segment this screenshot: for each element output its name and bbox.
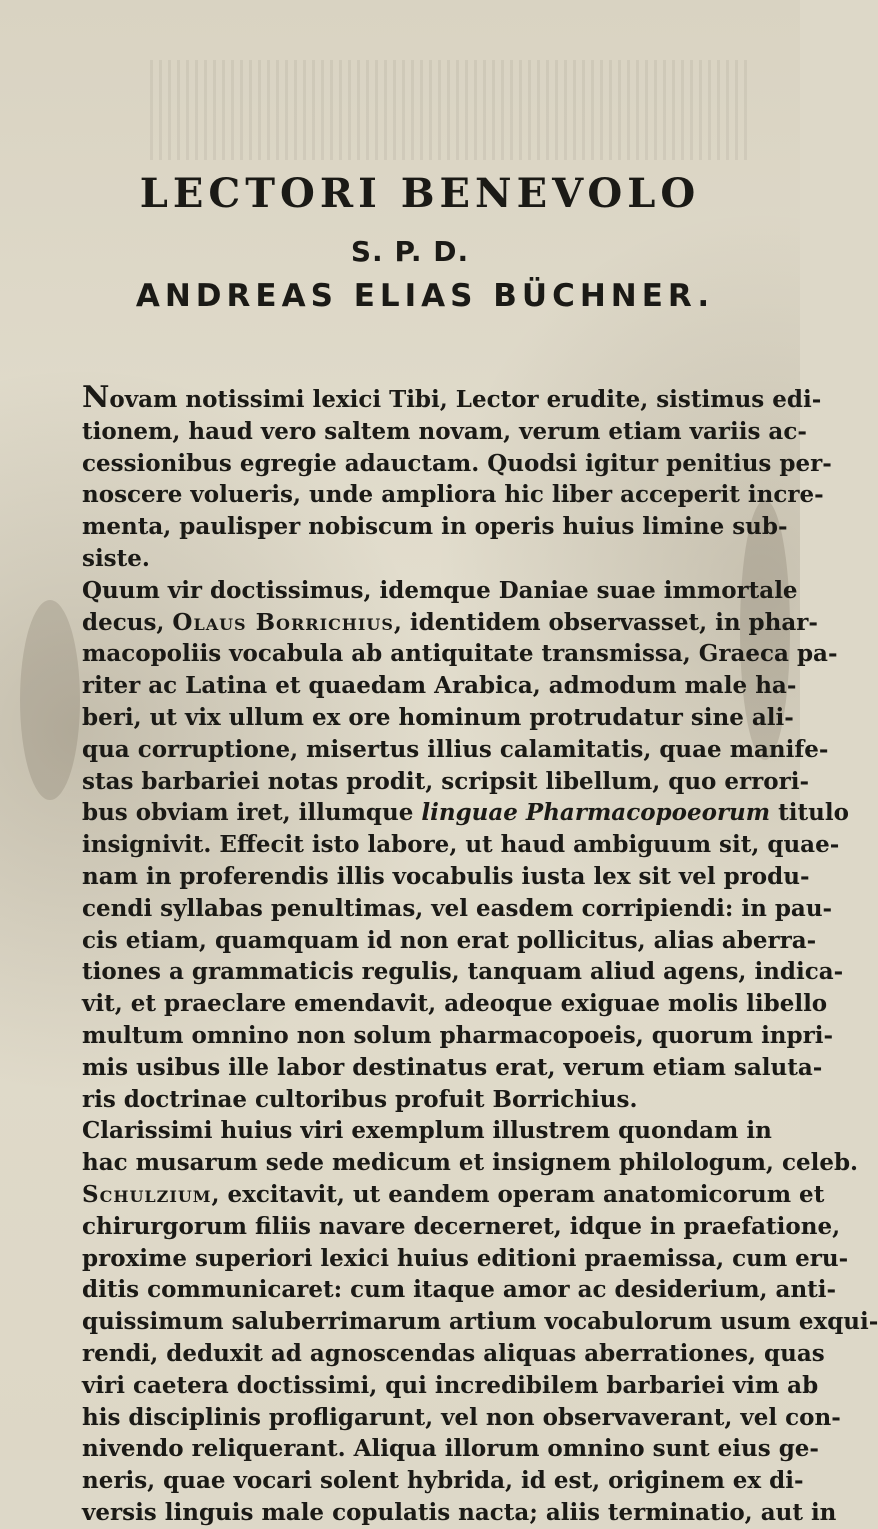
drop-initial: N xyxy=(82,380,110,415)
text-line: nam in proferendis illis vocabulis iusta lex sit vel produ- xyxy=(82,862,810,890)
text-line: menta, paulisper nobiscum in operis huius limine sub- xyxy=(82,513,788,541)
text-line: insignivit. Effecit isto labore, ut haud ambiguum sit, quae- xyxy=(82,831,840,859)
text-line: bus obviam iret, illumque linguae Pharmacopoeorum titulo xyxy=(82,799,849,827)
text-line: qua corruptione, misertus illius calamitatis, quae manife- xyxy=(82,735,829,763)
text-line: ris doctrinae cultoribus profuit Borrichius. xyxy=(82,1085,638,1113)
text-line: multum omnino non solum pharmacopoeis, quorum inpri- xyxy=(82,1021,834,1049)
page-title: LECTORI BENEVOLO xyxy=(139,170,701,217)
text-line: tionem, haud vero saltem novam, verum etiam variis ac- xyxy=(82,417,807,445)
text-line: tiones a grammaticis regulis, tanquam aliud agens, indica- xyxy=(82,958,844,986)
text-line: cessionibus egregie adauctam. Quodsi igitur penitius per- xyxy=(82,449,832,477)
text-line: rendi, deduxit ad agnoscendas aliquas aberrationes, quas xyxy=(82,1339,825,1367)
text-line: Novam notissimi lexici Tibi, Lector erudite, sistimus edi- xyxy=(82,380,822,415)
preface-body xyxy=(82,380,878,1529)
small-caps-name: Schulzium xyxy=(82,1180,212,1208)
page-stain xyxy=(20,600,80,800)
text-line: nivendo reliquerant. Aliqua illorum omnino sunt eius ge- xyxy=(82,1435,819,1463)
text-line: quissimum saluberrimarum artium vocabulorum usum exqui- xyxy=(82,1308,878,1336)
text-line: vit, et praeclare emendavit, adeoque exiguae molis libello xyxy=(82,990,828,1018)
small-caps-name: Olaus Borrichius xyxy=(172,608,394,636)
text-line: hac musarum sede medicum et insignem philologum, celeb. xyxy=(82,1149,859,1177)
dedication-header xyxy=(0,170,800,314)
italic-term: linguae Pharmacopoeorum xyxy=(421,799,771,827)
paragraph-3 xyxy=(82,1115,878,1528)
text-line: versis linguis male copulatis nacta; aliis terminatio, aut in xyxy=(82,1498,837,1526)
text-line: his disciplinis profligarunt, vel non observaverant, vel con- xyxy=(82,1403,841,1431)
paragraph-1 xyxy=(82,380,832,575)
text-line: ditis communicaret: cum itaque amor ac desiderium, anti- xyxy=(82,1276,837,1304)
text-line: cendi syllabas penultimas, vel easdem corripiendi: in pau- xyxy=(82,894,833,922)
text-line: viri caetera doctissimi, qui incredibilem barbariei vim ab xyxy=(82,1371,819,1399)
text-line: Clarissimi huius viri exemplum illustrem quondam in xyxy=(82,1117,772,1145)
text-line: mis usibus ille labor destinatus erat, verum etiam saluta- xyxy=(82,1053,823,1081)
salutation: S. P. D. xyxy=(350,235,470,268)
text-line: Schulzium, excitavit, ut eandem operam anatomicorum et xyxy=(82,1180,825,1208)
text-line: stas barbariei notas prodit, scripsit libellum, quo errori- xyxy=(82,767,810,795)
paragraph-2 xyxy=(82,575,849,1116)
text-line: decus, Olaus Borrichius, identidem observasset, in phar- xyxy=(82,608,818,636)
text-line: beri, ut vix ullum ex ore hominum protrudatur sine ali- xyxy=(82,703,794,731)
text-line: neris, quae vocari solent hybrida, id est, originem ex di- xyxy=(82,1467,804,1495)
text-line: chirurgorum filiis navare decerneret, idque in praefatione, xyxy=(82,1212,841,1240)
text-line: siste. xyxy=(82,544,150,572)
text-line: riter ac Latina et quaedam Arabica, admodum male ha- xyxy=(82,672,797,700)
text-line: proxime superiori lexici huius editioni praemissa, cum eru- xyxy=(82,1244,849,1272)
text-line: noscere volueris, unde ampliora hic liber acceperit incre- xyxy=(82,481,824,509)
text-line: cis etiam, quamquam id non erat pollicitus, alias aberra- xyxy=(82,926,817,954)
text-line: macopoliis vocabula ab antiquitate transmissa, Graeca pa- xyxy=(82,640,838,668)
text-line: Quum vir doctissimus, idemque Daniae suae immortale xyxy=(82,576,798,604)
bleed-through-text xyxy=(150,60,750,160)
author-name: ANDREAS ELIAS BÜCHNER. xyxy=(135,278,715,314)
